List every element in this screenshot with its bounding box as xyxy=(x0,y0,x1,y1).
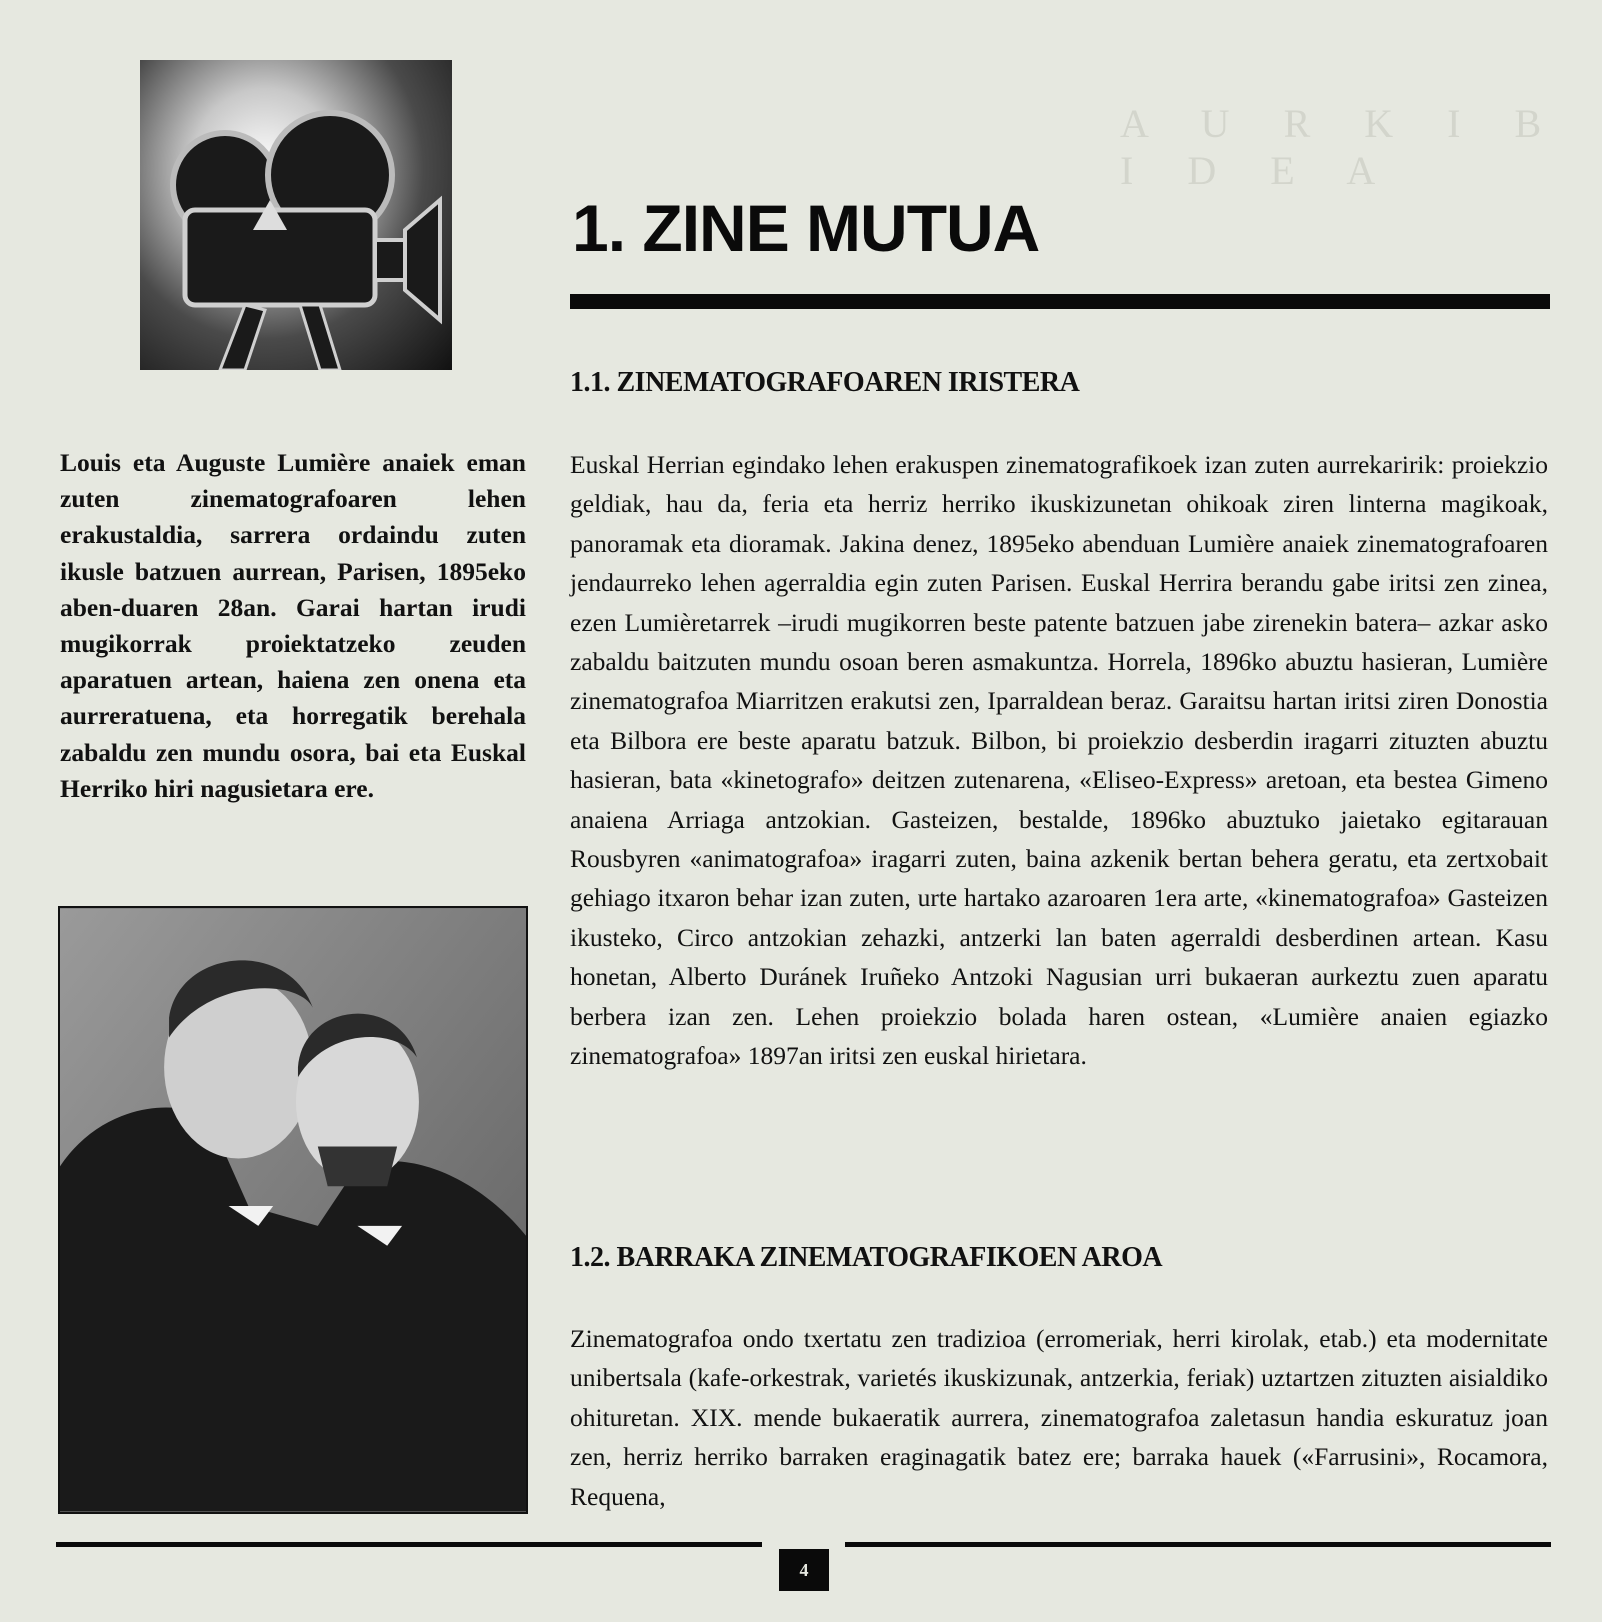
title-rule xyxy=(570,294,1550,309)
section-body-1-1: Euskal Herrian egindako lehen erakuspen zinematografikoek izan zuten aurrekaririk: proiekzio geldiak, hau da, feria eta herriz herriko ikuskizunetan ohikoak ziren linterna magikoak, panoramak eta dioramak. Jakina denez, 1895eko abenduan Lumière anaiek zinematografoaren jendaurreko lehen agerraldia egin zuten Parisen. Euskal Herrira berandu gabe iritsi zen zinea, ezen Lumièretarrek –irudi mugikorren beste patente batzuen jabe zirenekin batera– azkar asko zabaldu baitzuten mundu osoan beren asmakuntza. Horrela, 1896ko abuztu hasieran, Lumière zinematografoa Miarritzen erakutsi zen, Iparraldean beraz. Garaitsu hartan iritsi ziren Donostia eta Bilbora ere beste aparatu batzuk. Bilbon, bi proiekzio desberdin iragarri zituzten abuztu hasieran, bata «kinetografo» deitzen zutenarena, «Eliseo-Express» aretoan, eta bestea Gimeno anaiena Arriaga antzokian. Gasteizen, bestalde, 1896ko abuztuko jaietako egitarauan Rousbyren «animatografoa» iragarri zuten, baina azkenik bertan behera geratu, eta zertxobait gehiago itxaron behar izan zuten, urte hartako azaroaren 1era arte, «kinematografoa» Gasteizen ikusteko, Circo antzokian zehazki, antzerki lan baten agerraldi desberdinen artean. Kasu honetan, Alberto Duránek Iruñeko Antzoki Nagusian urri bukaeran aurkeztu zuen aparatu berbera izan zen. Lehen proiekzio bolada haren ostean, «Lumière anaien egiazko zinematografoa» 1897an iritsi zen euskal hirietara. xyxy=(570,450,1548,1071)
section-heading-1-2: 1.2. BARRAKA ZINEMATOGRAFIKOEN AROA xyxy=(570,1242,1163,1273)
footer-rule-left xyxy=(56,1542,762,1547)
film-camera-icon xyxy=(140,60,452,370)
show-through-ghost-text: A U R K I B I D E A xyxy=(1120,101,1564,193)
section-heading-1-1: 1.1. ZINEMATOGRAFOAREN IRISTERA xyxy=(570,367,1080,398)
section-body-1-2: Zinematografoa ondo txertatu zen tradizioa (erromeriak, herri kirolak, etab.) eta modernitate unibertsala (kafe-orkestrak, varietés ikuskizunak, antzerkia, feriak) uztartzen zituzten aisialdiko ohituretan. XIX. mende bukaeratik aurrera, zinematografoa zaletasun handia eskuratuz joan zen, herriz herriko barraken eraginagatik batez ere; barraka hauek («Farrusini», Rocamora, Requena, xyxy=(570,1324,1548,1511)
photo-caption: Louis eta Auguste Lumière anaiek eman zuten zinematografoaren lehen erakustaldia, sarrera ordaindu zuten ikusle batzuen aurrean, Parisen, 1895eko aben-duaren 28an. Garai hartan irudi mugikorrak proiektatzeko zeuden aparatuen artean, haiena zen onena eta aurreratuena, eta horregatik berehala zabaldu zen mundu osora, bai eta Euskal Herriko hiri nagusietara ere. xyxy=(60,448,526,803)
footer-rule-right xyxy=(845,1542,1551,1547)
page-number: 4 xyxy=(779,1549,829,1591)
chapter-title: 1. ZINE MUTUA xyxy=(572,191,1040,265)
lumiere-brothers-photo xyxy=(58,906,528,1514)
